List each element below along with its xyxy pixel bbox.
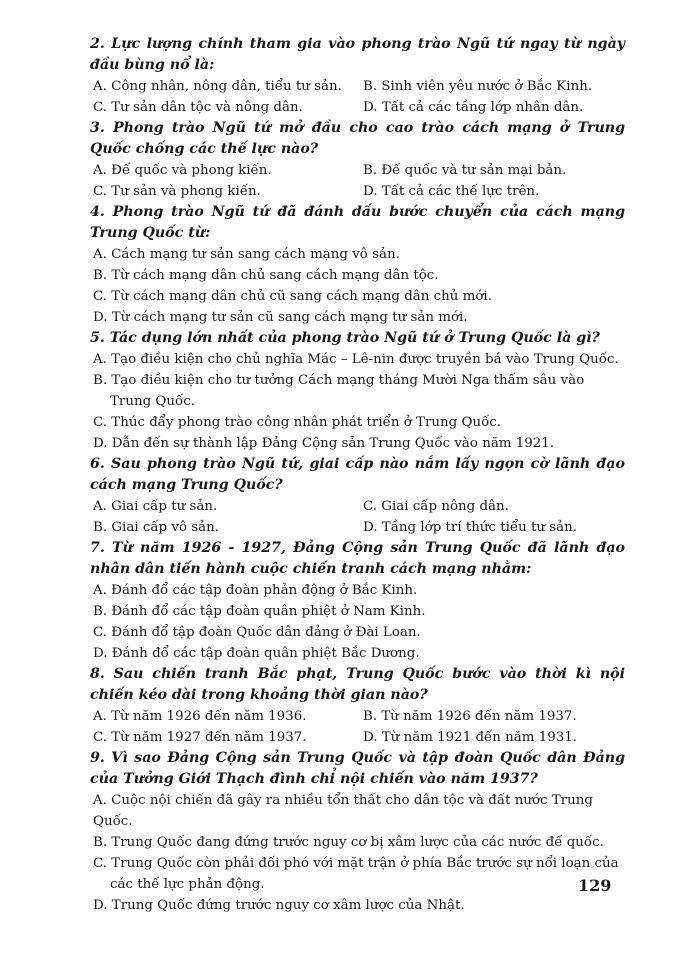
question-6: 6. Sau phong trào Ngũ tứ, giai cấp nào nắm lấy ngọn cờ lãnh đạo cách mạng Trung Quốc?	[90, 456, 625, 493]
option-a: A. Giai cấp tư sản.	[93, 499, 218, 514]
question-5: 5. Tác dụng lớn nhất của phong trào Ngũ tứ ở Trung Quốc là gì?	[90, 330, 600, 346]
option-c: C. Từ cách mạng dân chủ cũ sang cách mạng dân chủ mới.	[93, 289, 492, 304]
option-b: B. Đánh đổ các tập đoàn quân phiệt ở Nam Kinh.	[93, 604, 426, 619]
question-8: 8. Sau chiến tranh Bắc phạt, Trung Quốc bước vào thời kì nội chiến kéo dài trong khoảng thời gian nào?	[90, 666, 625, 703]
options-row	[90, 706, 625, 727]
options-row	[90, 160, 625, 181]
options-row	[90, 181, 625, 202]
option-b: B. Sinh viên yêu nước ở Bắc Kinh.	[363, 79, 593, 94]
option-a: A. Cách mạng tư sản sang cách mạng vô sản.	[93, 247, 400, 262]
option-c: C. Trung Quốc còn phải đối phó với mặt trận ở phía Bắc trước sự nổi loạn của các thế lực phản động.	[93, 856, 619, 892]
option-d: D. Tất cả các thế lực trên.	[363, 184, 540, 199]
option-b: B. Tạo điều kiện cho tư tưởng Cách mạng tháng Mười Nga thấm sâu vào Trung Quốc.	[93, 373, 585, 409]
question-9: 9. Vì sao Đảng Cộng sản Trung Quốc và tập đoàn Quốc dân Đảng của Tưởng Giới Thạch đình chỉ nội chiến vào năm 1937?	[90, 750, 625, 787]
option-d: D. Tất cả các tầng lớp nhân dân.	[363, 100, 584, 115]
option-c: C. Giai cấp nông dân.	[363, 499, 509, 514]
options-row	[90, 517, 625, 538]
option-d: D. Trung Quốc đứng trước nguy cơ xâm lược của Nhật.	[93, 898, 465, 913]
option-d: D. Dẫn đến sự thành lập Đảng Cộng sản Trung Quốc vào năm 1921.	[93, 436, 555, 451]
option-b: B. Từ năm 1926 đến năm 1937.	[363, 709, 577, 724]
question-list	[90, 34, 625, 916]
question-4: 4. Phong trào Ngũ tứ đã đánh dấu bước chuyển của cách mạng Trung Quốc từ:	[90, 204, 625, 241]
options-row	[90, 727, 625, 748]
option-b: B. Từ cách mạng dân chủ sang cách mạng dân tộc.	[93, 268, 439, 283]
options-row	[90, 496, 625, 517]
option-b: B. Đế quốc và tư sản mại bản.	[363, 163, 567, 178]
option-c: C. Tư sản và phong kiến.	[93, 184, 261, 199]
option-c: C. Tư sản dân tộc và nông dân.	[93, 100, 303, 115]
option-d: D. Đánh đổ các tập đoàn quân phiệt Bắc Dương.	[93, 646, 420, 661]
option-a: A. Từ năm 1926 đến năm 1936.	[93, 709, 307, 724]
option-a: A. Đánh đổ các tập đoàn phản động ở Bắc Kinh.	[93, 583, 418, 598]
option-d: D. Tầng lớp trí thức tiểu tư sản.	[363, 520, 578, 535]
page-number: 129	[578, 876, 612, 895]
option-a: A. Đế quốc và phong kiến.	[93, 163, 272, 178]
option-a: A. Cuộc nội chiến đã gây ra nhiều tổn thất cho dân tộc và đất nước Trung Quốc.	[93, 793, 593, 829]
option-d: D. Từ năm 1921 đến năm 1931.	[363, 730, 578, 745]
option-c: C. Đánh đổ tập đoàn Quốc dân đảng ở Đài Loan.	[93, 625, 421, 640]
question-2: 2. Lực lượng chính tham gia vào phong trào Ngũ tứ ngay từ ngày đầu bùng nổ là:	[90, 36, 625, 73]
option-b: B. Trung Quốc đang đứng trước nguy cơ bị xâm lược của các nước đế quốc.	[93, 835, 604, 850]
option-d: D. Từ cách mạng tư sản cũ sang cách mạng tư sản mới.	[93, 310, 468, 325]
option-c: C. Từ năm 1927 đến năm 1937.	[93, 730, 307, 745]
option-c: C. Thúc đẩy phong trào công nhân phát triển ở Trung Quốc.	[93, 415, 502, 430]
question-3: 3. Phong trào Ngũ tứ mở đầu cho cao trào cách mạng ở Trung Quốc chống các thế lực nào?	[90, 120, 625, 157]
question-7: 7. Từ năm 1926 - 1927, Đảng Cộng sản Trung Quốc đã lãnh đạo nhân dân tiến hành cuộc chiến tranh cách mạng nhằm:	[90, 540, 625, 577]
option-b: B. Giai cấp vô sản.	[93, 520, 220, 535]
options-row	[90, 97, 625, 118]
option-a: A. Tạo điều kiện cho chủ nghĩa Mác – Lê-nin được truyền bá vào Trung Quốc.	[93, 352, 619, 367]
option-a: A. Công nhân, nông dân, tiểu tư sản.	[93, 79, 342, 94]
options-row	[90, 76, 625, 97]
